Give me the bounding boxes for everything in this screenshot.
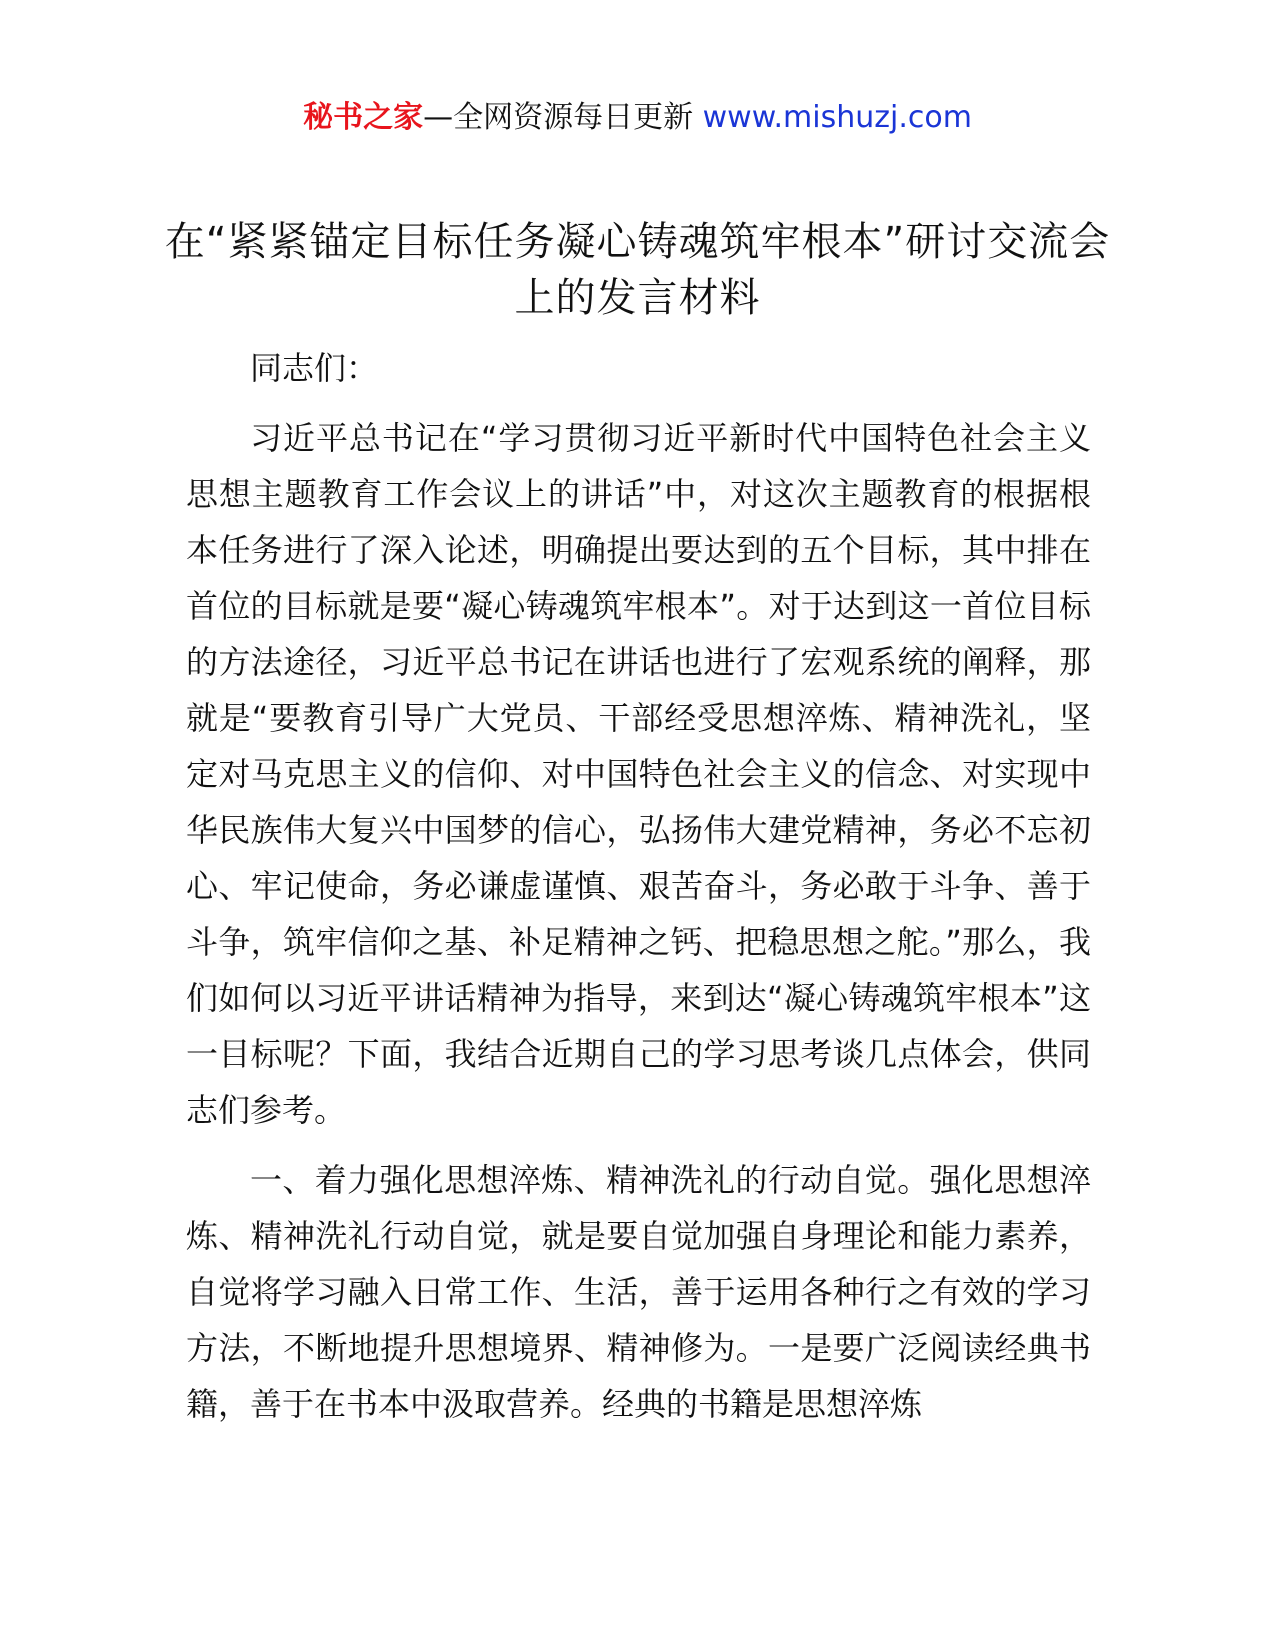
body-paragraph: 一、着力强化思想淬炼、精神洗礼的行动自觉。强化思想淬炼、精神洗礼行动自觉，就是要自觉加强自身理论和能力素养，自觉将学习融入日常工作、生活，善于运用各种行之有效的学习方法，不断地提升思想境界、精神修为。一是要广泛阅读经典书籍，善于在书本中汲取营养。经典的书籍是思想淬炼 bbox=[186, 1161, 1091, 1423]
site-header bbox=[0, 98, 1275, 138]
site-url-link[interactable]: www.mishuzj.com bbox=[702, 100, 972, 135]
salutation: 同志们： bbox=[250, 349, 379, 387]
brand-name: 秘书之家 bbox=[303, 100, 424, 135]
document-body bbox=[186, 340, 1091, 1446]
body-paragraph: 习近平总书记在“学习贯彻习近平新时代中国特色社会主义思想主题教育工作会议上的讲话”中，对这次主题教育的根据根本任务进行了深入论述，明确提出要达到的五个目标，其中排在首位的目标就是要“凝心铸魂筑牢根本”。对于达到这一首位目标的方法途径，习近平总书记在讲话也进行了宏观系统的阐释，那就是“要教育引导广大党员、干部经受思想淬炼、精神洗礼，坚定对马克思主义的信仰、对中国特色社会主义的信念、对实现中华民族伟大复兴中国梦的信心，弘扬伟大建党精神，务必不忘初心、牢记使命，务必谦虚谨慎、艰苦奋斗，务必敢于斗争、善于斗争，筑牢信仰之基、补足精神之钙、把稳思想之舵。”那么，我们如何以习近平讲话精神为指导，来到达“凝心铸魂筑牢根本”这一目标呢？下面，我结合近期自己的学习思考谈几点体会，供同志们参考。 bbox=[186, 419, 1091, 1129]
header-tagline: —全网资源每日更新 bbox=[423, 100, 703, 135]
document-title: 在“紧紧锚定目标任务凝心铸魂筑牢根本”研讨交流会上的发言材料 bbox=[164, 219, 1111, 321]
